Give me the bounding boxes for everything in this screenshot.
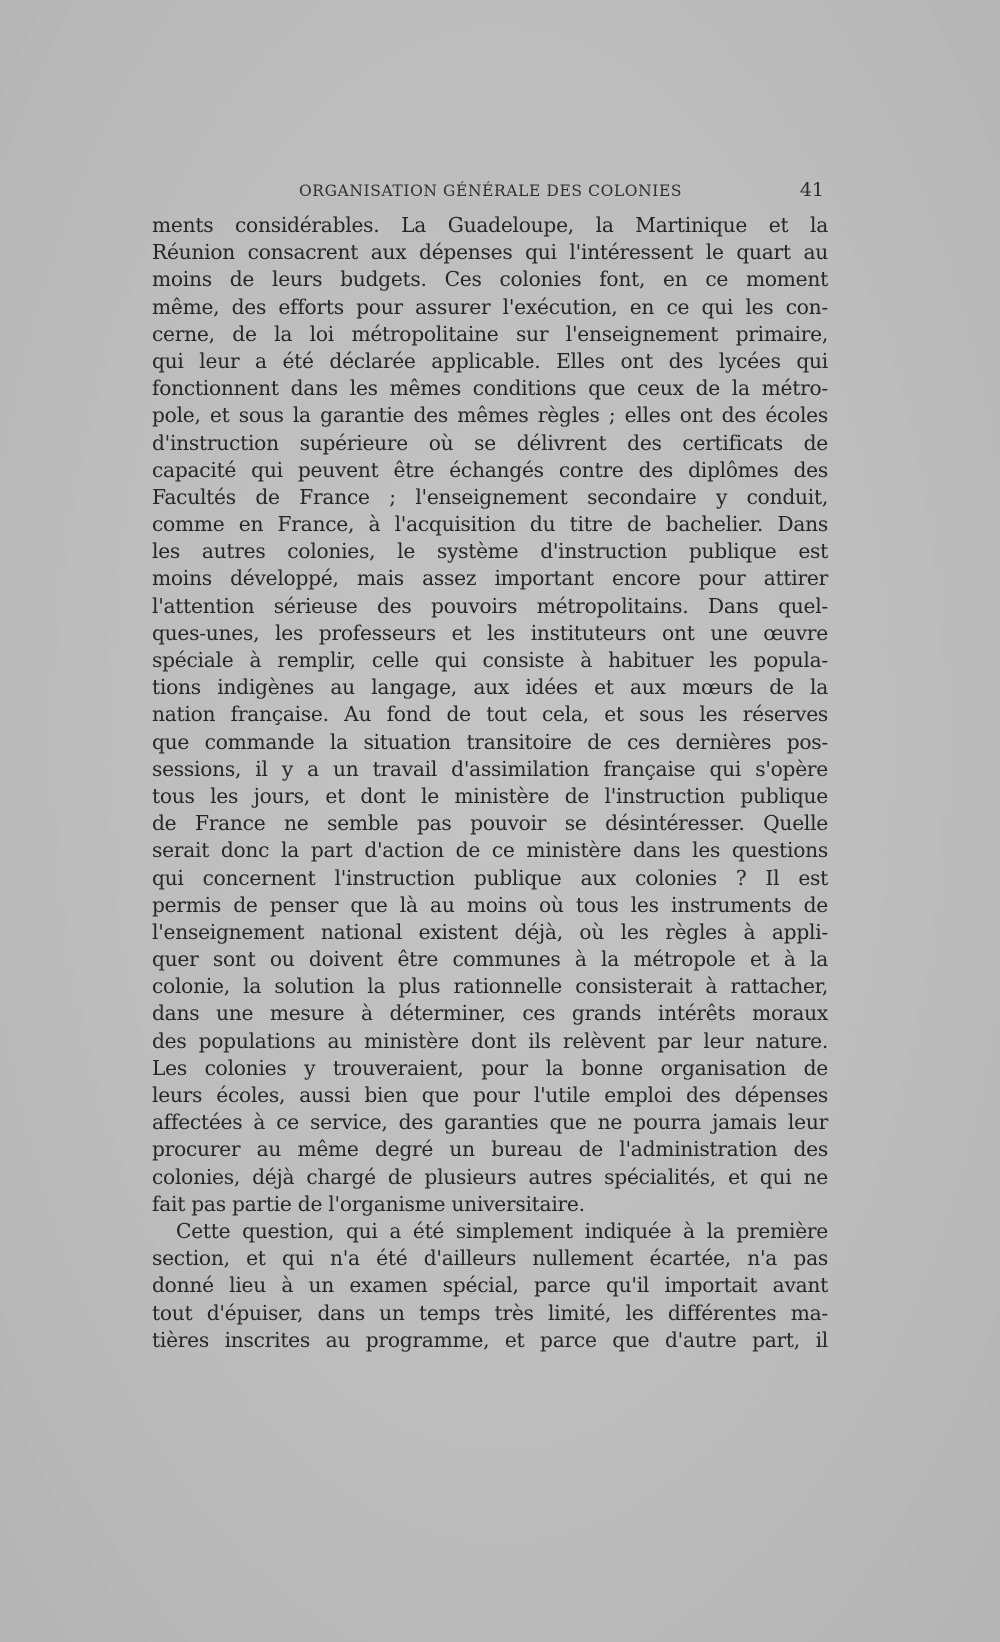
text-line: leurs écoles, aussi bien que pour l'utile emploi des dépenses [152, 1083, 828, 1107]
text-line: fait pas partie de l'organisme universitaire. [152, 1191, 585, 1216]
page-number: 41 [799, 179, 824, 201]
text-line: de France ne semble pas pouvoir se désintéresser. Quelle [152, 811, 828, 836]
text-line: ments considérables. La Guadeloupe, la Martinique et la [152, 213, 828, 237]
text-line: colonies, déjà chargé de plusieurs autres spécialités, et qui ne [152, 1164, 828, 1189]
page-header [152, 178, 828, 206]
text-line: tout d'épuiser, dans un temps très limité, les différentes ma- [152, 1300, 828, 1325]
running-title: ORGANISATION GÉNÉRALE DES COLONIES [299, 182, 683, 200]
text-line: Cette question, qui a été simplement indiquée à la première [176, 1218, 828, 1243]
text-line: quer sont ou doivent être communes à la métropole et à la [152, 947, 828, 972]
text-line: ques-unes, les professeurs et les instituteurs ont une œuvre [152, 620, 828, 645]
text-line: dans une mesure à déterminer, ces grands intérêts moraux [152, 1001, 828, 1026]
text-line: tières inscrites au programme, et parce que d'autre part, il [152, 1327, 828, 1352]
text-line: tous les jours, et dont le ministère de l'instruction publique [152, 783, 828, 808]
text-line: cerne, de la loi métropolitaine sur l'enseignement primaire, [152, 321, 828, 346]
text-line: Les colonies y trouveraient, pour la bonne organisation de [152, 1055, 828, 1080]
text-line: d'instruction supérieure où se délivrent des certificats de [152, 430, 828, 455]
text-line: donné lieu à un examen spécial, parce qu'il importait avant [152, 1273, 828, 1298]
body-text [152, 212, 828, 1354]
text-line: des populations au ministère dont ils relèvent par leur nature. [152, 1028, 828, 1053]
text-line: tions indigènes au langage, aux idées et aux mœurs de la [152, 675, 828, 700]
text-line: qui concernent l'instruction publique aux colonies ? Il est [152, 865, 828, 890]
text-line: que commande la situation transitoire de ces dernières pos- [152, 729, 828, 754]
text-line: spéciale à remplir, celle qui consiste à habituer les popula- [152, 648, 828, 672]
text-line: capacité qui peuvent être échangés contre des diplômes des [152, 457, 828, 482]
text-line: qui leur a été déclarée applicable. Elles ont des lycées qui [152, 348, 828, 373]
text-line: colonie, la solution la plus rationnelle consisterait à rattacher, [152, 974, 828, 999]
text-line: les autres colonies, le système d'instruction publique est [152, 539, 828, 564]
text-line: nation française. Au fond de tout cela, et sous les réserves [152, 702, 828, 727]
text-line: l'enseignement national existent déjà, où les règles à appli- [152, 919, 828, 944]
text-line: section, et qui n'a été d'ailleurs nullement écartée, n'a pas [152, 1246, 828, 1271]
text-line: procurer au même degré un bureau de l'administration des [152, 1137, 828, 1162]
text-line: moins développé, mais assez important encore pour attirer [152, 566, 828, 591]
text-line: même, des efforts pour assurer l'exécution, en ce qui les con- [152, 294, 828, 319]
text-line: pole, et sous la garantie des mêmes règles ; elles ont des écoles [152, 403, 828, 428]
text-line: permis de penser que là au moins où tous les instruments de [152, 892, 828, 917]
text-line: Facultés de France ; l'enseignement secondaire y conduit, [152, 484, 828, 509]
text-line: l'attention sérieuse des pouvoirs métropolitains. Dans quel- [152, 593, 828, 618]
text-line: sessions, il y a un travail d'assimilation française qui s'opère [152, 756, 828, 781]
text-line: Réunion consacrent aux dépenses qui l'intéressent le quart au [152, 240, 828, 265]
text-line: serait donc la part d'action de ce ministère dans les questions [152, 838, 828, 863]
text-line: affectées à ce service, des garanties que ne pourra jamais leur [152, 1110, 828, 1135]
text-line: fonctionnent dans les mêmes conditions que ceux de la métro- [152, 376, 828, 401]
text-line: moins de leurs budgets. Ces colonies font, en ce moment [152, 267, 828, 292]
text-line: comme en France, à l'acquisition du titre de bachelier. Dans [152, 512, 828, 537]
